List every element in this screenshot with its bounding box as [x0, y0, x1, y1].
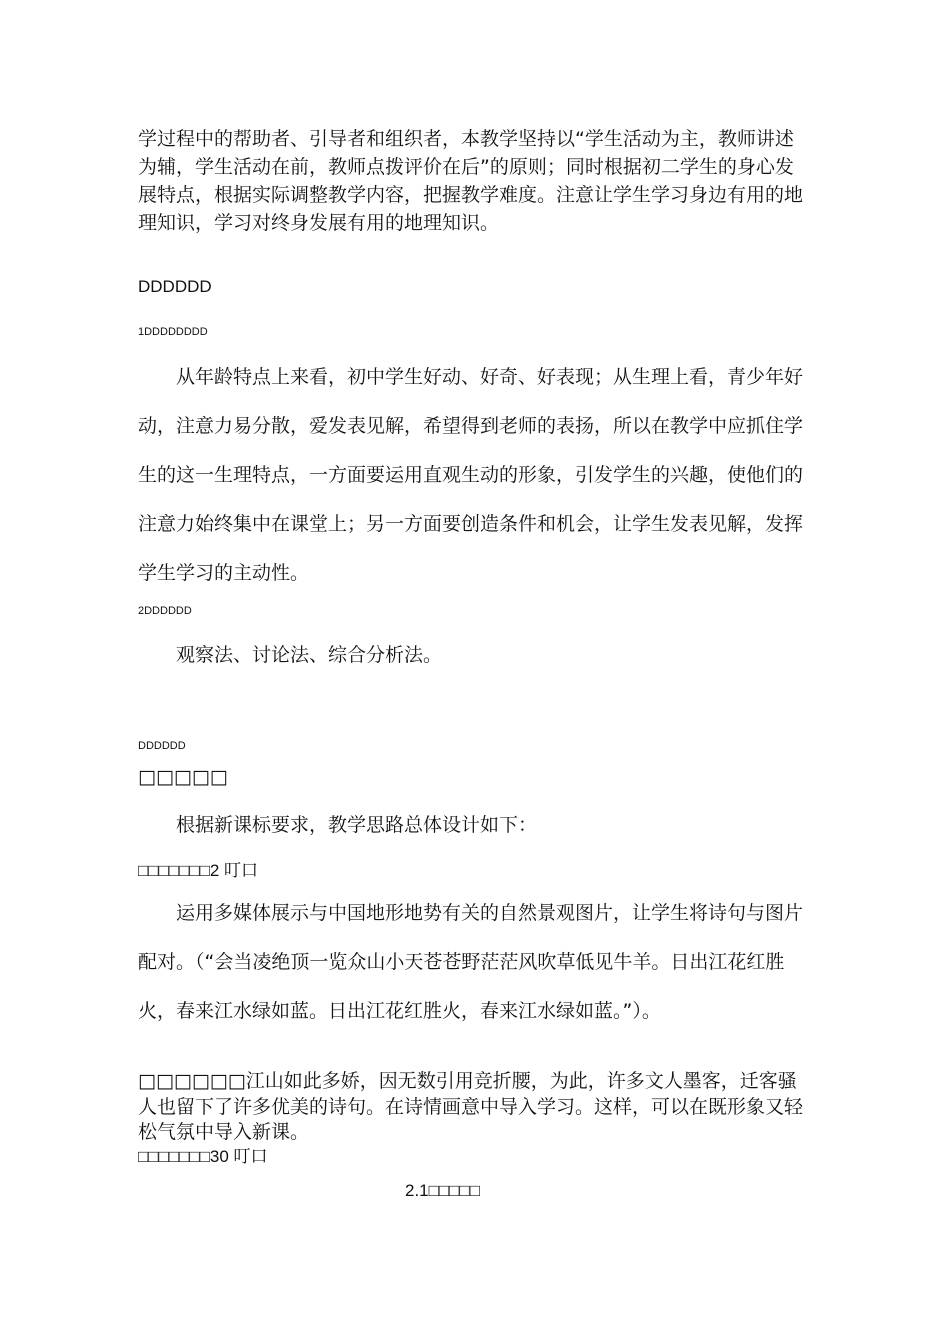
- intro-line-4: 理知识，学习对终身发展有用的地理知识。: [138, 212, 500, 234]
- para-1-line-5: 学生学习的主动性。: [138, 562, 310, 584]
- sub-heading-1: 1DDDDDDDD: [138, 326, 208, 338]
- para-1-line-4: 注意力始终集中在课堂上；另一方面要创造条件和机会，让学生发表见解，发挥: [138, 513, 804, 535]
- intro-line-3: 展特点，根据实际调整教学内容，把握教学难度。注意让学生学习身边有用的地: [138, 184, 804, 206]
- para-4-line-3: 火，春来江水绿如蓝。日出江花红胜火，春来江水绿如蓝。”）。: [138, 1000, 661, 1022]
- sub-heading-3: DDDDDD: [138, 740, 186, 752]
- para-1-line-2: 动，注意力易分散，爱发表见解，希望得到老师的表扬，所以在教学中应抓住学: [138, 415, 804, 437]
- para-1-line-3: 生的这一生理特点，一方面要运用直观生动的形象，引发学生的兴趣，使他们的: [138, 464, 804, 486]
- step-1: □□□□□□□2 叮口: [138, 861, 259, 880]
- section-2-1-heading: 2.1□□□□□: [405, 1181, 480, 1200]
- para-5-line-2: 人也留下了许多优美的诗句。在诗情画意中导入学习。这样，可以在既形象又轻: [138, 1096, 804, 1118]
- para-1-line-1: 从年龄特点上来看，初中学生好动、好奇、好表现；从生理上看，青少年好: [176, 366, 804, 388]
- para-4-line-1: 运用多媒体展示与中国地形地势有关的自然景观图片，让学生将诗句与图片: [176, 902, 804, 924]
- section-heading: DDDDDD: [138, 277, 212, 296]
- sub-heading-2: 2DDDDDD: [138, 605, 192, 617]
- para-5-line-3: 松气氛中导入新课。: [138, 1121, 310, 1143]
- step-2: □□□□□□□30 叮口: [138, 1147, 268, 1166]
- intro-line-2: 为辅，学生活动在前，教师点拨评价在后”的原则；同时根据初二学生的身心发: [138, 156, 794, 178]
- para-5-line-1: □□□□□□江山如此多娇，因无数引用竞折腰，为此，许多文人墨客，迁客骚: [138, 1070, 797, 1092]
- para-3: 根据新课标要求，教学思路总体设计如下：: [176, 814, 538, 836]
- para-4-line-2: 配对。（“会当凌绝顶一览众山小天苍苍野茫茫风吹草低见牛羊。日出江花红胜: [138, 951, 785, 973]
- boxes-heading: □□□□□: [138, 766, 228, 788]
- intro-line-1: 学过程中的帮助者、引导者和组织者，本教学坚持以“学生活动为主，教师讲述: [138, 128, 794, 150]
- para-2: 观察法、讨论法、综合分析法。: [176, 644, 443, 666]
